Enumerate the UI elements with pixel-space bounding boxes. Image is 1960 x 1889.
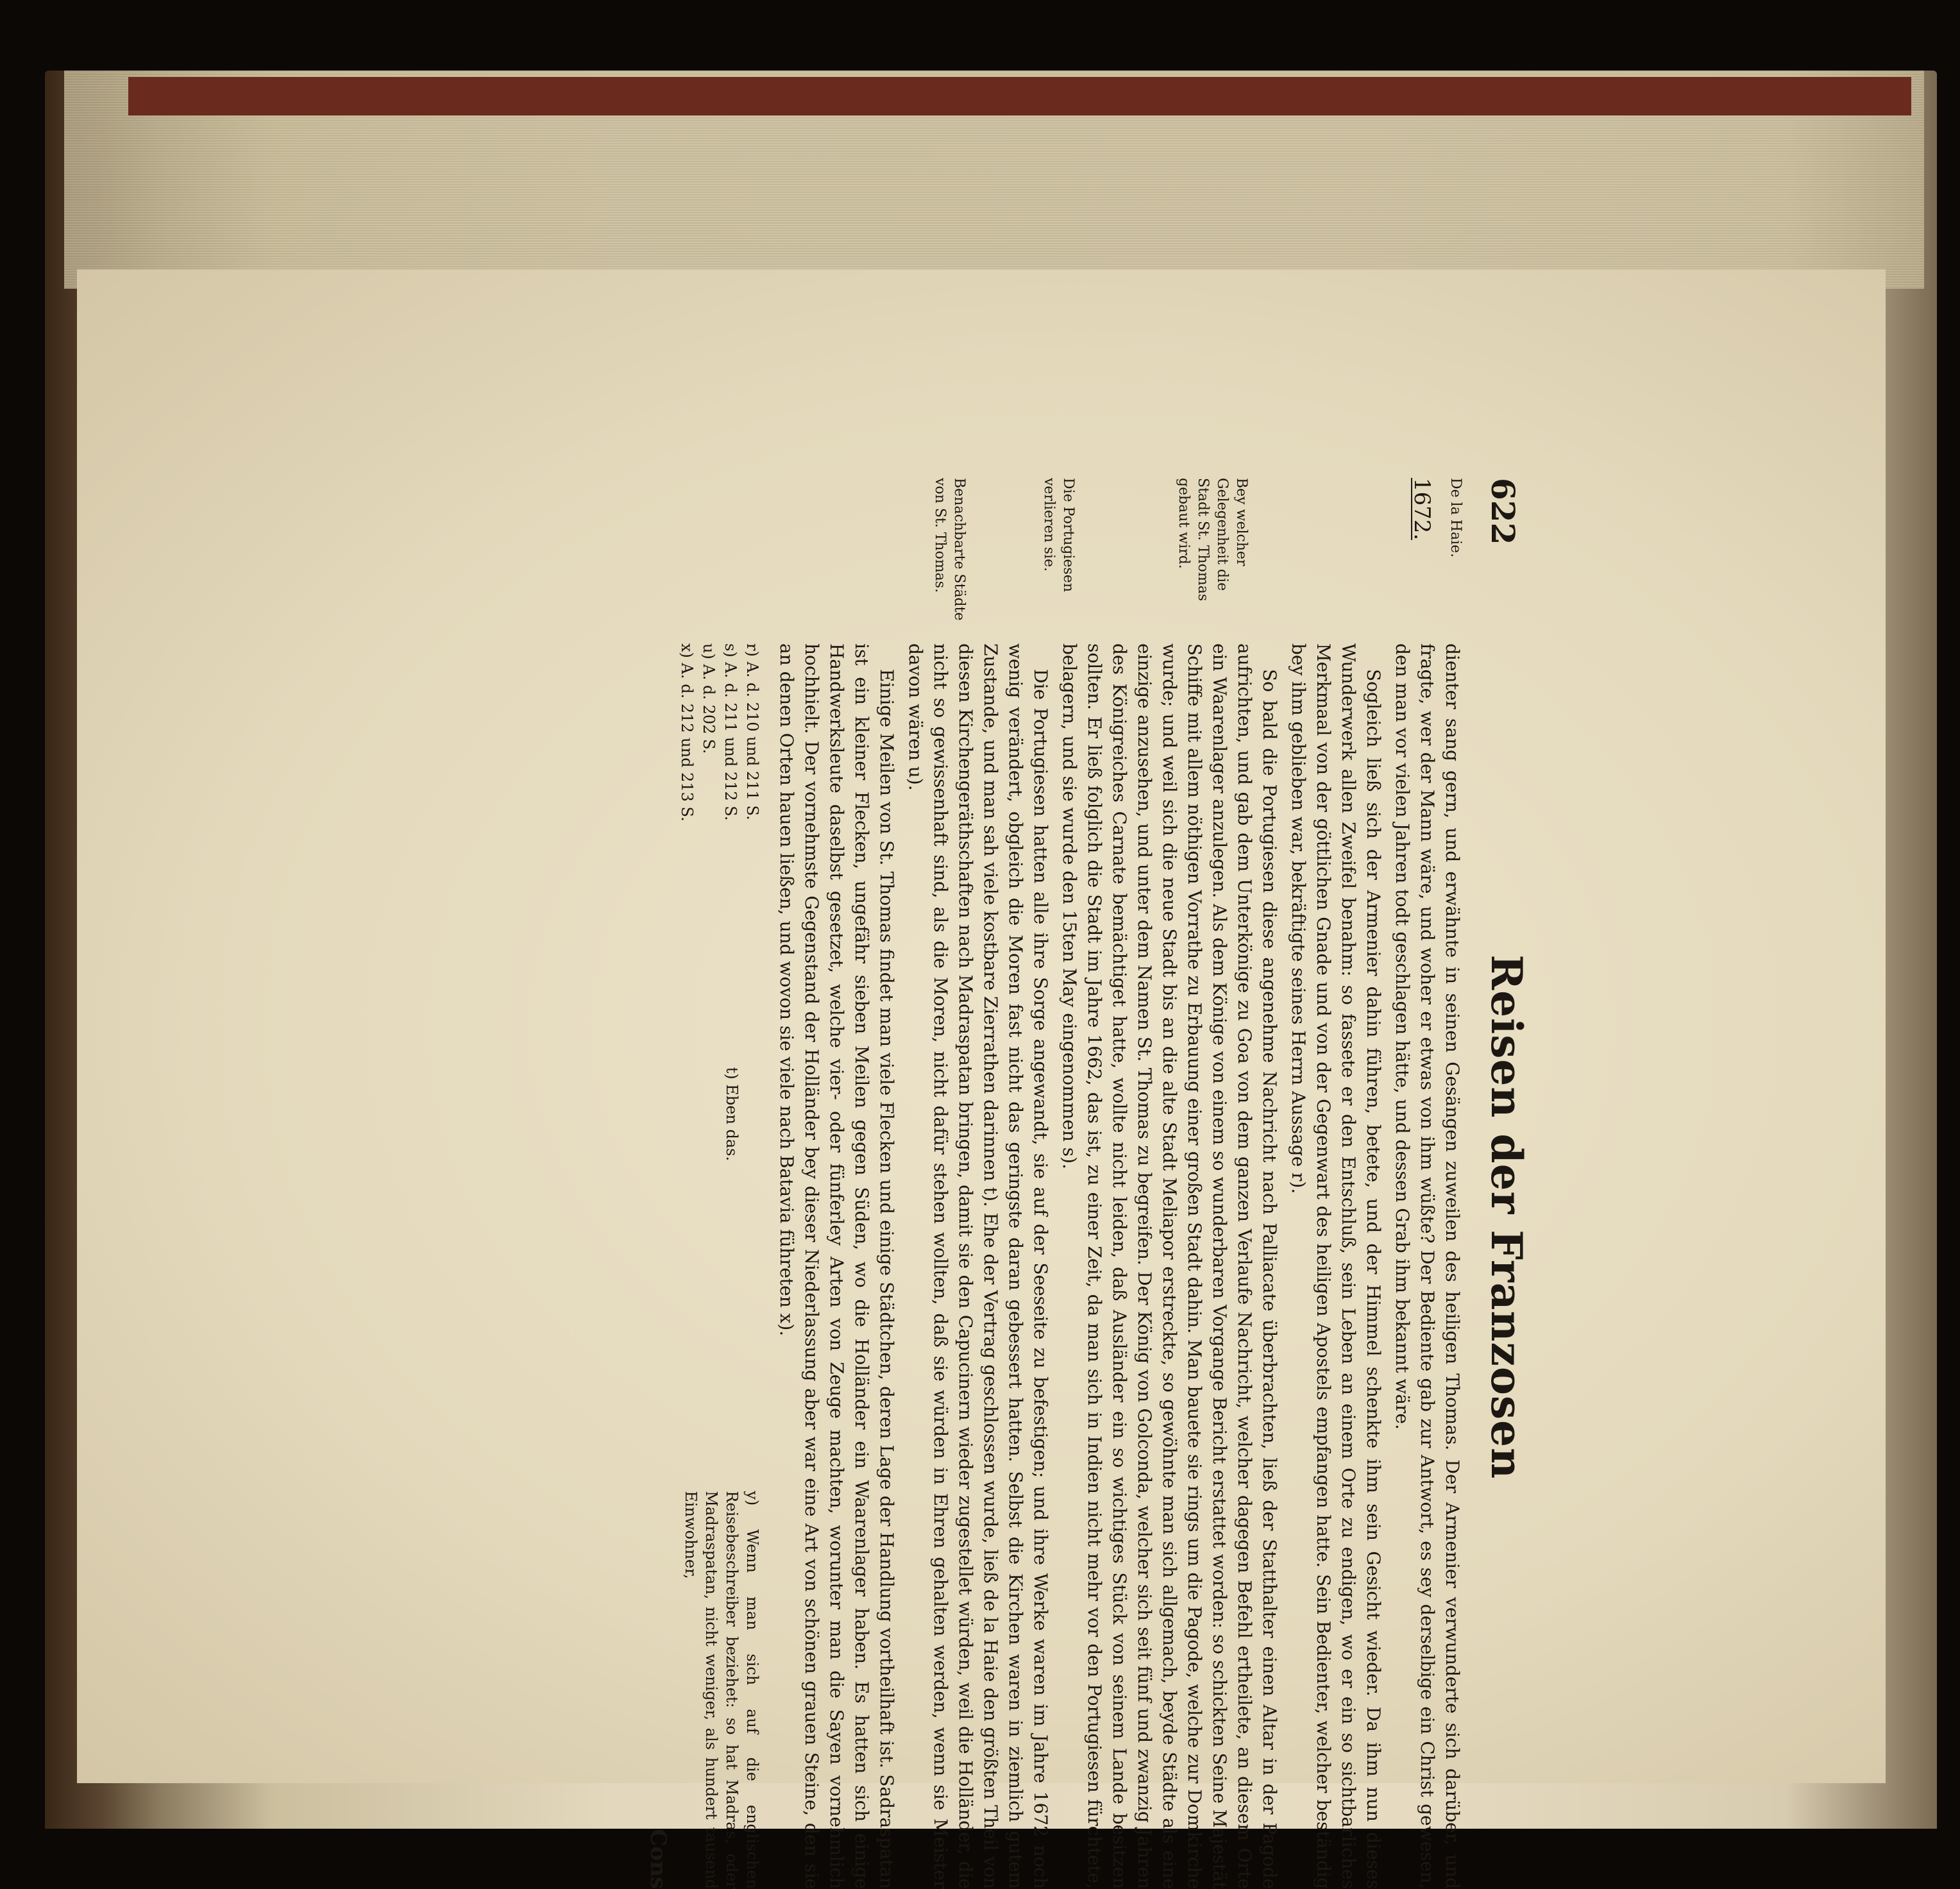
footnotes-left <box>675 643 763 1042</box>
book-page <box>77 269 1886 1889</box>
margin-note-neighbouring-towns: Benachbarte Städte von St. Thomas. <box>932 478 967 621</box>
margin-note-portuguese-lose: Die Portugiesen verlieren sie. <box>1041 478 1076 592</box>
page-header <box>1482 478 1532 1889</box>
footnote: t) Eben das. <box>723 1067 741 1162</box>
paragraph: Sogleich ließ sich der Armenier dahin führen, betete, und der Himmel schenkte ihm sein Gesicht wieder. Da ihm nun dieses Wunderwerk allen Zweifel benahm: so fassete er den Entschluß, sein Leben an einem Orte zu endigen, wo er ein so sichtbarliches Merkmaal von der göttlichen Gnade und von der Gegenwart des heiligen Apostels empfangen hatte. Sein Bedienter, welcher beständig bey ihm geblieben war, bekräftigte seines Herrn Aussage r). <box>1288 643 1384 1889</box>
footnote: y) Wenn man sich auf die englischen Reisebeschreiber beziehet: so hat Madras, oder Madraspatan, nicht weniger, als hundert tausend Einwohner, <box>682 1491 761 1889</box>
main-text <box>645 643 1465 1889</box>
catchword: Cons <box>645 1829 671 1889</box>
footnotes-right <box>675 1491 763 1889</box>
page-body <box>645 478 1465 1889</box>
page-number: 622 <box>1484 478 1522 545</box>
book-cover-edge <box>128 77 1911 115</box>
footnote: u) A. d. 202 S. <box>700 643 718 754</box>
footnote: x) A. d. 212 und 213 S. <box>678 643 696 822</box>
paragraph: Einige Meilen von St. Thomas findet man viele Flecken und einige Städtchen, deren Lage der Handlung vortheilhaft ist. Sadraspatan ist ein kleiner Flecken, ungefähr sieben Meilen gegen Süden, wo die Holländer ein Waarenlager haben. Es hatten sich einige Handwerksleute daselbst gesetzet, welche vier- oder fünferley Arten von Zeuge machten, worunter man die Sayen vornehmlich hochhielt. Der vornehmste Gegenstand der Holländer bey dieser Niederlassung aber war eine Art von schönen grauen Steine, den sie an denen Orten hauen ließen, und wovon sie viele nach Batavia führeten x). <box>776 643 897 1889</box>
paragraph: Die Portugiesen hatten alle ihre Sorge angewandt, sie auf der Seeseite zu befestigen; und ihre Werke waren im Jahre 1672 noch wenig verändert, obgleich die Moren fast nicht das geringste daran gebessert hatten. Selbst die Kirchen waren in ziemlich gutem Zustande, und man sah viele kostbare Zierrathen darinnen t). Ehe der Vertrag geschlossen wurde, ließ de la Haie den größten Theil von diesen Kirchengeräthschaften nach Madraspatan bringen, damit sie den Capucinern wieder zugestellet würden, weil die Holländer, die nicht so gewissenhaft sind, als die Moren, nicht dafür stehen wollten, daß sie würden in Ehren gehalten werden, wenn sie Meister davon wären u). <box>905 643 1051 1889</box>
paragraph: dienter sang gern, und erwähnte in seinen Gesängen zuweilen des heiligen Thomas. Der Armenier verwunderte sich darüber, und fragte, wer der Mann wäre, und woher er etwas von ihm wüßte? Der Bediente gab zur Antwort, es sey derselbige ein Christ gewesen, den man vor vielen Jahren todt geschlagen hätte, und dessen Grab ihm bekannt wäre. <box>1392 643 1463 1889</box>
footnotes <box>675 643 763 1889</box>
running-title: Reisen der Franzosen <box>1482 954 1532 1480</box>
margin-note-year: 1672. <box>1409 478 1435 541</box>
margin-note-city-built: Bey welcher Gelegenheit die Stadt St. Thomas gebaut wird. <box>1176 478 1249 602</box>
rotated-page-content <box>582 478 1532 1889</box>
footnote: s) A. d. 211 und 212 S. <box>722 643 739 821</box>
margin-notes <box>645 478 1465 625</box>
footnote: r) A. d. 210 und 211 S. <box>743 643 761 820</box>
margin-note-author: De la Haie. <box>1448 478 1464 558</box>
footnotes-mid <box>675 1067 763 1466</box>
paragraph: So bald die Portugiesen diese angenehme Nachricht nach Palliacate überbrachten, ließ der Statthalter einen Altar in der Pagode aufrichten, und gab dem Unterkönige zu Goa von dem ganzen Verlaufe Nachricht, welcher dagegen Befehl ertheilete, an diesem Orte ein Waarenlager anzulegen. Als dem Könige von einem so wunderbaren Vorgange Bericht erstattet worden: so schickten Seine Majestät Schiffe mit allem nöthigen Vorrathe zu Erbauung einer großen Stadt dahin. Man bauete sie rings um die Pagode, welche zur Domkirche wurde; und weil sich die neue Stadt bis an die alte Stadt Meliapor erstreckte, so gewöhnte man sich allgemach, beyde Städte als eine einzige anzusehen, und unter dem Namen St. Thomas zu begreifen. Der König von Golconda, welcher sich seit fünf und zwanzig Jahren des Königreiches Carnate bemächtiget hatte, wollte nicht leiden, daß Ausländer ein so wichtiges Stück von seinem Lande besitzen sollten. Er ließ folglich die Stadt im Jahre 1662, das ist, zu einer Zeit, da man sich in Indien nicht mehr vor den Portugiesen fürchtete, belagern, und sie wurde den 15ten May eingenommen s). <box>1059 643 1280 1889</box>
